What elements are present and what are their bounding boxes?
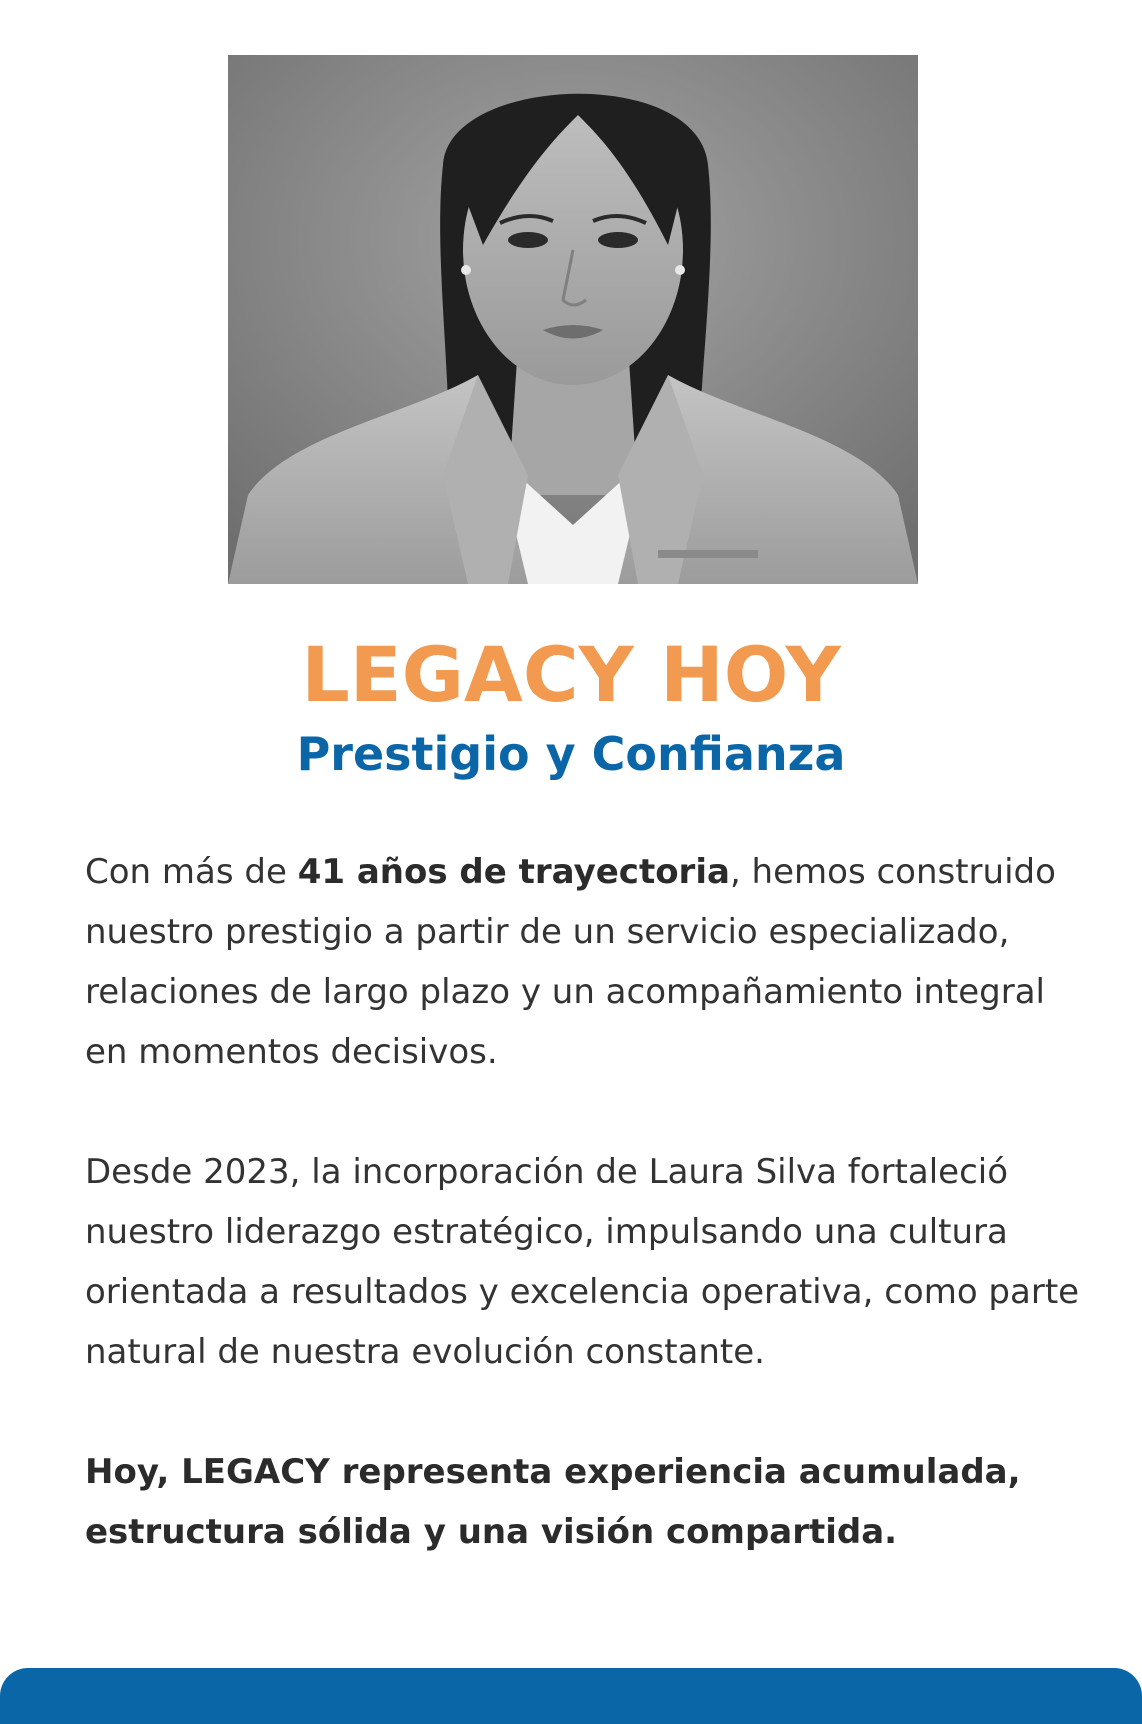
page-subtitle: Prestigio y Confianza [296, 727, 846, 781]
paragraph-history-highlight: 41 años de trayectoria [297, 852, 730, 892]
page-title: LEGACY HOY [301, 630, 841, 719]
paragraph-leadership: Desde 2023, la incorporación de Laura Silva fortaleció nuestro liderazgo estratégico, impulsando una cultura orientada a resultados y excelencia operativa, como parte natural de nuestra evolución constante. [85, 1152, 1080, 1372]
body-text [85, 842, 1085, 1562]
paragraph-history [85, 842, 1085, 1082]
portrait-photo [228, 55, 918, 584]
paragraph-closing: Hoy, LEGACY representa experiencia acumulada, estructura sólida y una visión compartida. [85, 1452, 1021, 1552]
paragraph-history-post: , hemos construido nuestro prestigio a partir de un servicio especializado, relaciones de largo plazo y un acompañamiento integral en momentos decisivos. [85, 852, 1056, 1072]
bottom-accent-bar [0, 1668, 1142, 1724]
paragraph-history-pre: Con más de [85, 852, 298, 892]
portrait-illustration [228, 55, 918, 584]
